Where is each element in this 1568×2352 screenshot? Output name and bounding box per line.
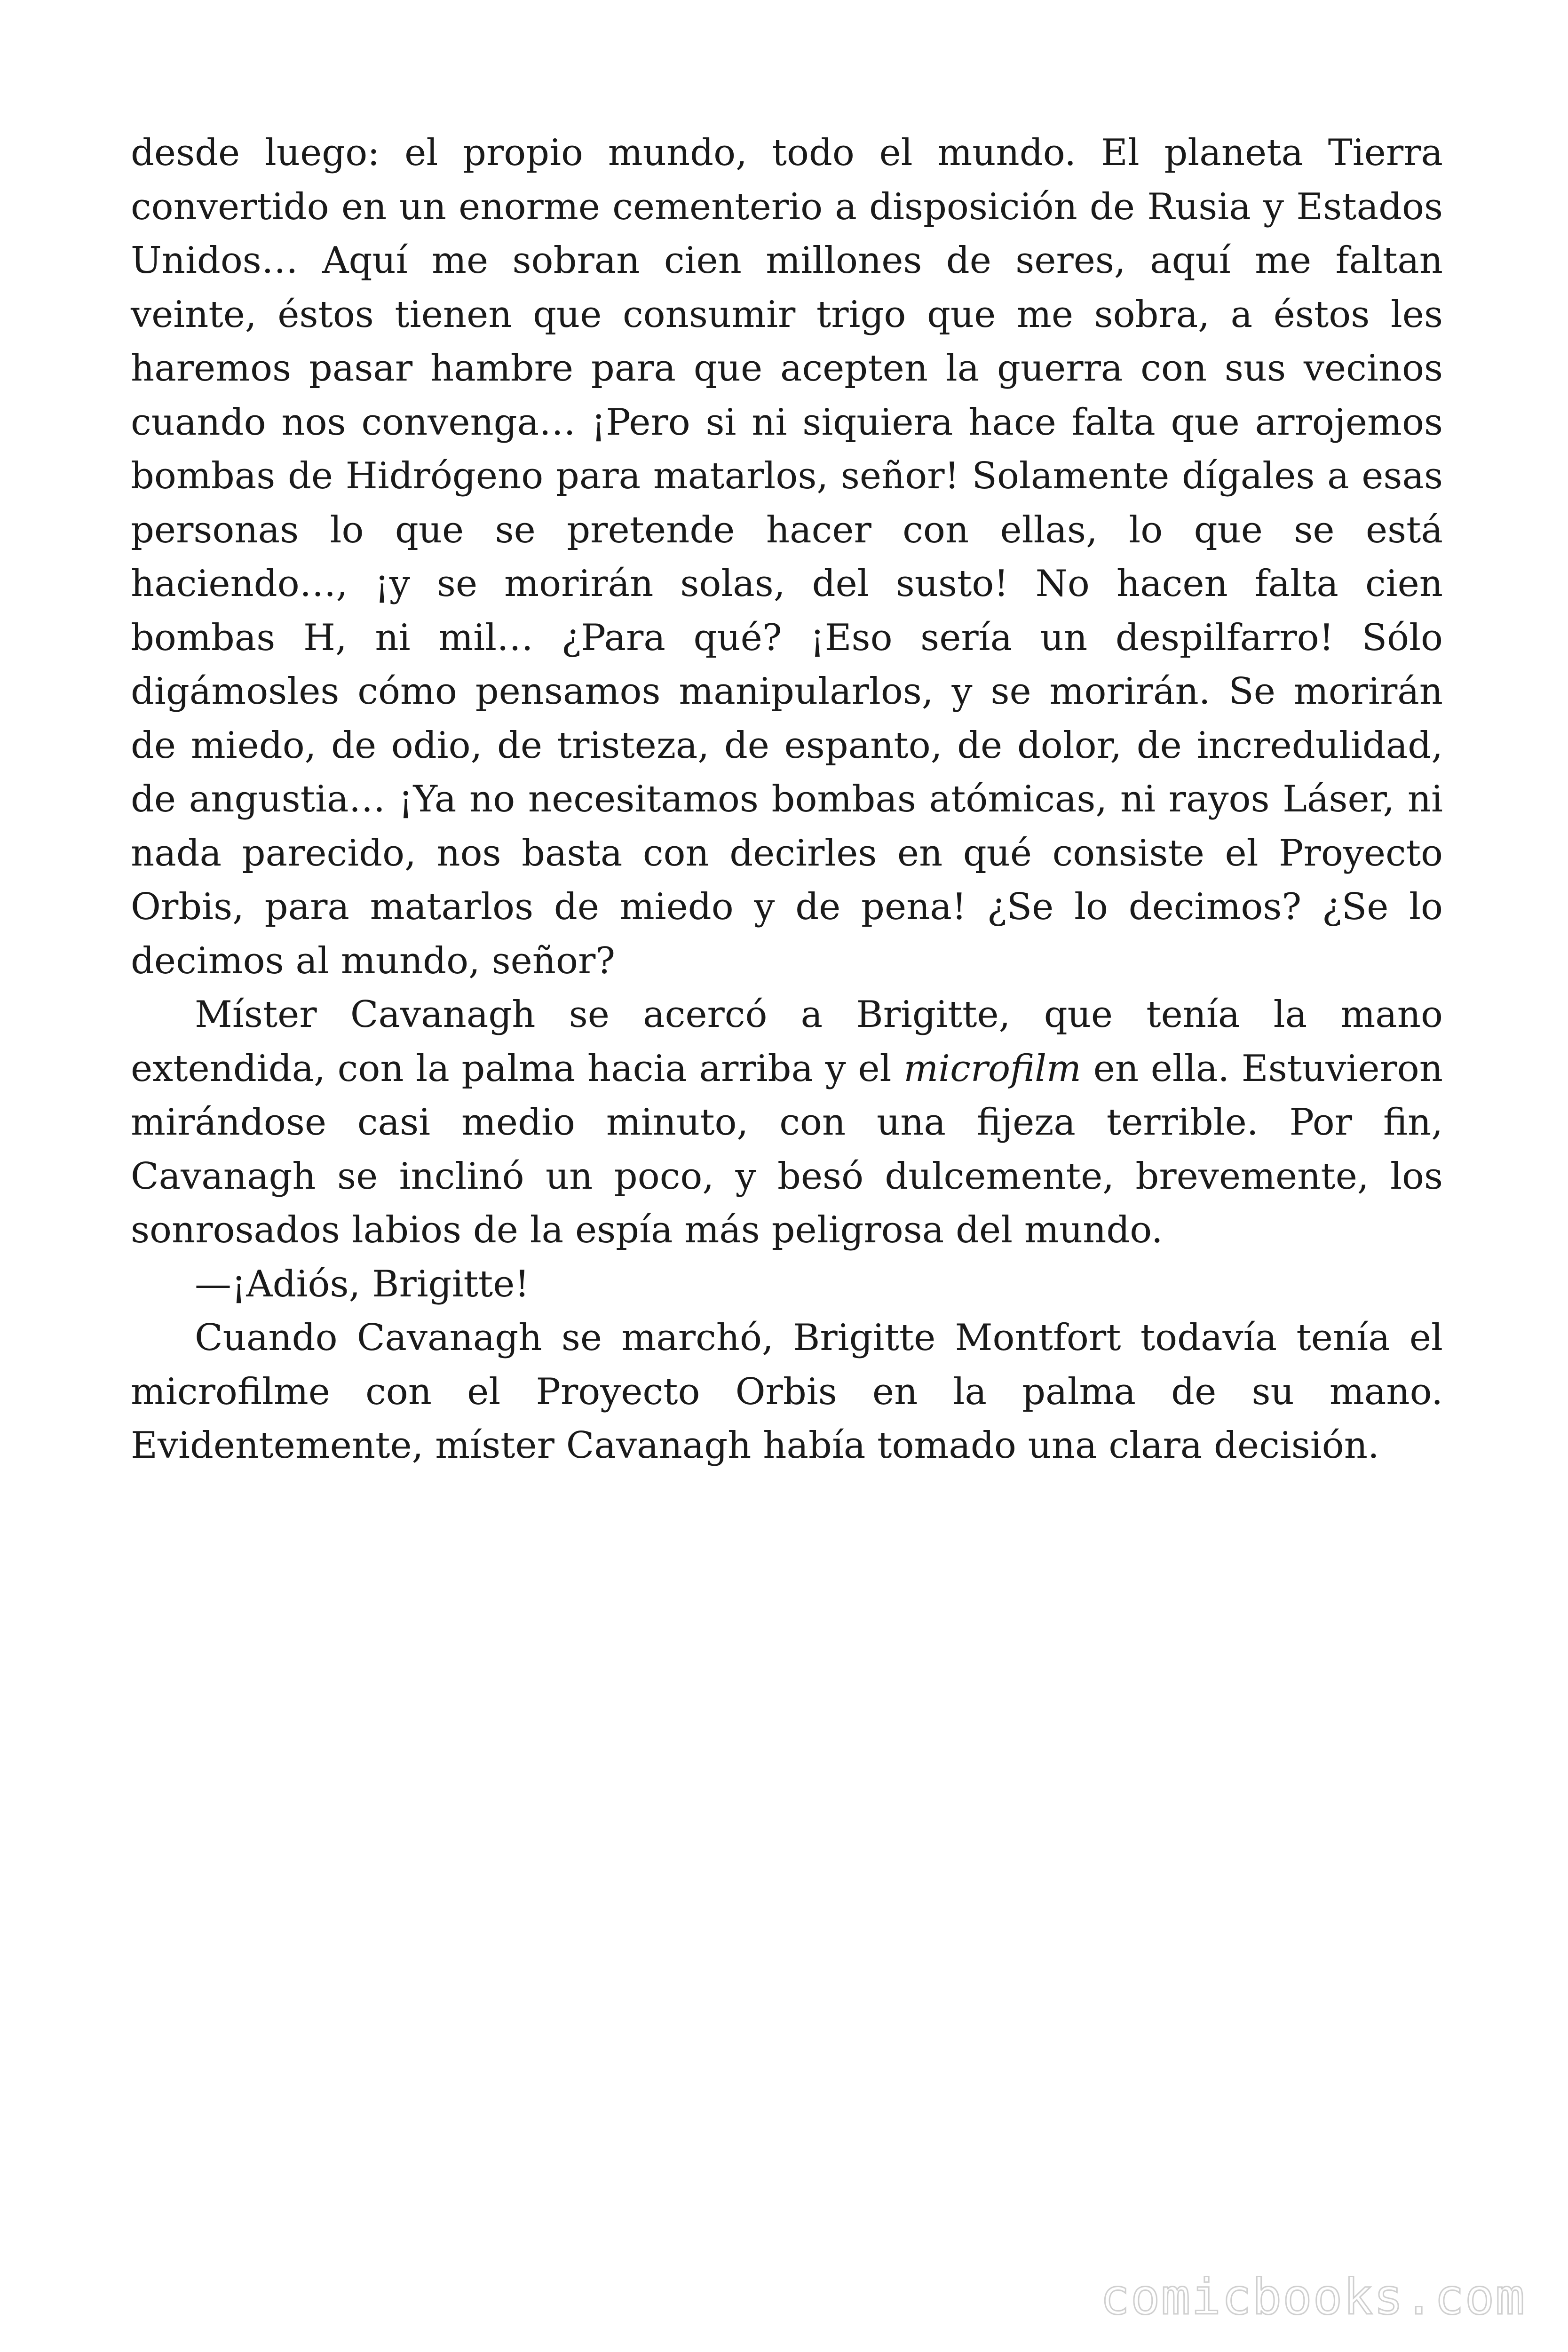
- paragraph-2-end: en ella. Estuvieron mirándose casi medio minuto, con una fijeza terrible. Por fin, Cavanagh se inclinó un poco, y besó dulcemente, brevemente, los sonrosados labios de la espía más peligrosa del mundo.: [131, 1047, 1443, 1251]
- paragraph-2: [131, 988, 1443, 1257]
- paragraph-3-dialogue: —¡Adiós, Brigitte!: [195, 1263, 530, 1305]
- paragraph-2-start: Míster Cavanagh se acercó a Brigitte, que tenía la mano extendida, con la palma hacia arriba y el: [131, 993, 1443, 1090]
- paragraph-1: desde luego: el propio mundo, todo el mundo. El planeta Tierra convertido en un enorme cementerio a disposición de Rusia y Estados Unidos… Aquí me sobran cien millones de seres, aquí me faltan veinte, éstos tienen que consumir trigo que me sobra, a éstos les haremos pasar hambre para que acepten la guerra con sus vecinos cuando nos convenga… ¡Pero si ni siquiera hace falta que arrojemos bombas de Hidrógeno para matarlos, señor! Solamente dígales a esas personas lo que se pretende hacer con ellas, lo que se está haciendo…, ¡y se morirán solas, del susto! No hacen falta cien bombas H, ni mil… ¿Para qué? ¡Eso sería un despilfarro! Sólo digámosles cómo pensamos manipularlos, y se morirán. Se morirán de miedo, de odio, de tristeza, de espanto, de dolor, de incredulidad, de angustia… ¡Ya no necesitamos bombas atómicas, ni rayos Láser, ni nada parecido, nos basta con decirles en qué consiste el Proyecto Orbis, para matarlos de miedo y de pena! ¿Se lo decimos? ¿Se lo decimos al mundo, señor?: [131, 132, 1443, 982]
- body-text: [131, 126, 1443, 1473]
- watermark: comicbooks.com: [1100, 2268, 1526, 2326]
- italic-word-microfilm: microfilm: [903, 1047, 1081, 1090]
- paragraph-4: Cuando Cavanagh se marchó, Brigitte Montfort todavía tenía el microfilme con el Proyecto Orbis en la palma de su mano. Evidentemente, míster Cavanagh había tomado una clara decisión.: [131, 1317, 1443, 1467]
